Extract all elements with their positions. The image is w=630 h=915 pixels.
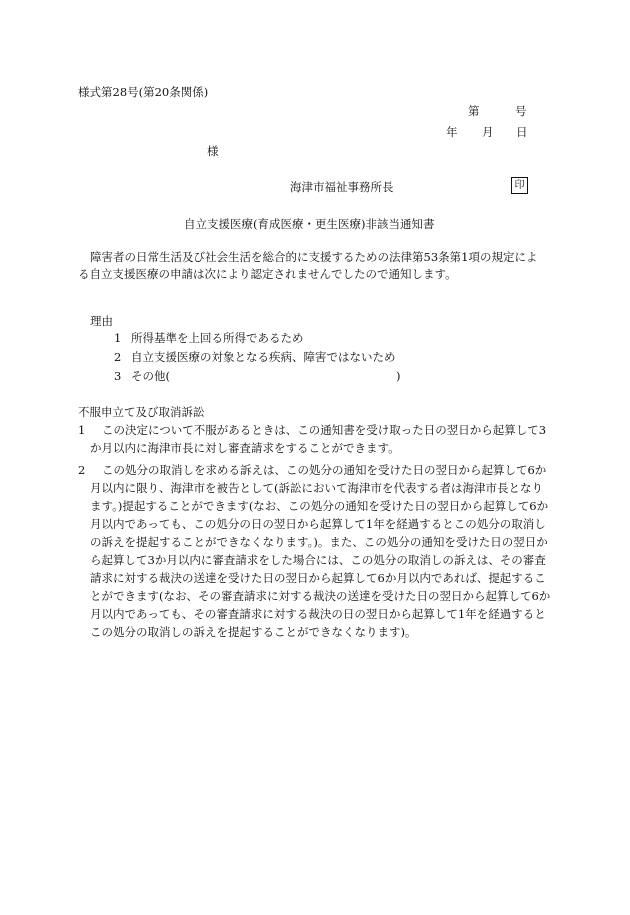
seal-mark: 印 <box>511 177 528 194</box>
appeal-item <box>78 461 552 641</box>
appeal-item <box>78 421 552 457</box>
appeal-number: 2 <box>78 463 86 477</box>
reason-item <box>114 330 304 346</box>
issuer-name: 海津市福祉事務所長 <box>290 180 394 194</box>
reason-text: 所得基準を上回る所得であるため <box>131 331 304 345</box>
appeal-text: この処分の取消しを求める訴えは、この処分の通知を受けた日の翌日から起算して6か月以内に限り、海津市を被告として(訴訟において海津市を代表する者は海津市長となります。)提起することができます(なお、この処分の通知を受けた日の翌日から起算して6か月以内であっても、この処分の日の翌日から起算して1年を経過するとこの処分の取消しの訴えを提起することができなくなります。)。また、この処分の通知を受けた日の翌日から起算して3か月以内に審査請求をした場合には、この処分の取消しの訴えは、その審査請求に対する裁決の送達を受けた日の翌日から起算して6か月以内であれば、提起することができます(なお、その審査請求に対する裁決の送達を受けた日の翌日から起算して6か月以内であっても、その審査請求に対する裁決の日の翌日から起算して1年を経過するとこの処分の取消しの訴えを提起することができなくなります)。 <box>90 463 551 639</box>
notice-body: 障害者の日常生活及び社会生活を総合的に支援するための法律第53条第1項の規定による自立支援医療の申請は次により認定されませんでしたので通知します。 <box>78 250 538 281</box>
reason-item <box>114 368 170 384</box>
reason-close-paren: ) <box>396 369 401 383</box>
document-title: 自立支援医療(育成医療・更生医療)非該当通知書 <box>184 217 435 231</box>
reasons-heading: 理由 <box>90 314 113 328</box>
date-month-label: 月 <box>482 125 494 139</box>
reason-item <box>114 349 396 365</box>
form-label: 様式第28号(第20条関係) <box>78 85 209 99</box>
appeal-text: この決定について不服があるときは、この通知書を受け取った日の翌日から起算して3か月以内に海津市長に対し審査請求をすることができます。 <box>90 423 547 455</box>
reason-text: その他( <box>131 369 170 383</box>
reason-text: 自立支援医療の対象となる疾病、障害ではないため <box>131 350 396 364</box>
reason-number: 3 <box>114 369 122 383</box>
recipient-honorific: 様 <box>207 144 219 158</box>
appeal-heading: 不服申立て及び取消訴訟 <box>78 405 205 419</box>
date-year-label: 年 <box>446 125 458 139</box>
reason-number: 1 <box>114 331 122 345</box>
reason-number: 2 <box>114 350 122 364</box>
date-day-label: 日 <box>516 125 528 139</box>
appeal-number: 1 <box>78 423 86 437</box>
document-number-suffix: 号 <box>515 104 527 118</box>
document-number-prefix: 第 <box>468 104 480 118</box>
